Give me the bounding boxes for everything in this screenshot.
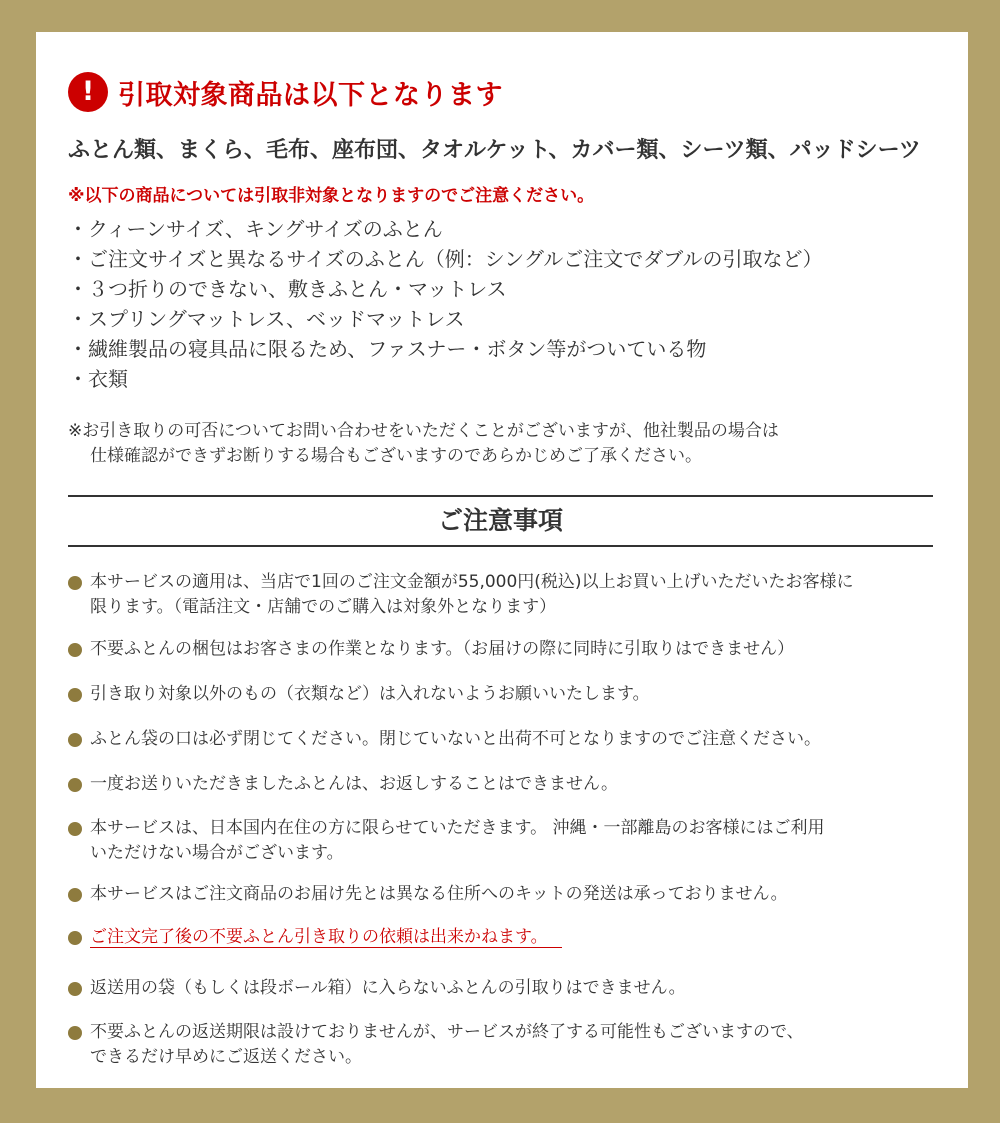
list-item <box>68 816 948 866</box>
list-item <box>68 682 948 707</box>
exclamation-icon: ! <box>68 72 108 112</box>
list-item: ・クィーンサイズ、キングサイズのふとん <box>68 217 443 241</box>
bullet-icon <box>68 733 82 747</box>
bullet-icon <box>68 822 82 836</box>
bullet-icon <box>68 982 82 996</box>
contact-note-line: 仕様確認ができずお断りする場合もございますのであらかじめご了承ください。 <box>90 446 702 466</box>
contact-note <box>68 419 779 469</box>
note-line: 一度お送りいただきましたふとんは、お返しすることはできません。 <box>90 774 619 794</box>
list-item: ・繊維製品の寝具品に限るため、ファスナー・ボタン等がついている物 <box>68 337 707 361</box>
note-line: いただけない場合がございます。 <box>90 843 344 863</box>
list-item <box>68 570 948 620</box>
note-line: 本サービスは、日本国内在住の方に限らせていただきます。 沖縄・一部離島のお客様にはご利用 <box>90 818 825 838</box>
list-item <box>68 1020 948 1070</box>
list-item: ・３つ折りのできない、敷きふとん・マットレス <box>68 277 507 301</box>
note-line-important: ご注文完了後の不要ふとん引き取りの依頼は出来かねます。 <box>90 927 562 948</box>
list-item: ・ご注文サイズと異なるサイズのふとん（例：シングルご注文でダブルの引取など） <box>68 247 823 271</box>
note-line: 返送用の袋（もしくは段ボール箱）に入らないふとんの引取りはできません。 <box>90 978 686 998</box>
bullet-icon <box>68 1026 82 1040</box>
note-line: 引き取り対象以外のもの（衣類など）は入れないようお願いいたします。 <box>90 684 650 704</box>
note-line: 不要ふとんの梱包はお客さまの作業となります。（お届けの際に同時に引取りはできません） <box>90 639 795 659</box>
note-line: 不要ふとんの返送期限は設けておりませんが、サービスが終了する可能性もございますので、 <box>90 1022 804 1042</box>
note-line: 本サービスはご注文商品のお届け先とは異なる住所へのキットの発送は承っておりません。 <box>90 884 788 904</box>
note-line: ふとん袋の口は必ず閉じてください。閉じていないと出荷不可となりますのでご注意ください。 <box>90 729 821 749</box>
list-item <box>68 637 948 662</box>
list-item <box>68 772 948 797</box>
list-item <box>68 882 948 907</box>
list-item-important <box>68 925 948 950</box>
note-line: できるだけ早めにご返送ください。 <box>90 1047 362 1067</box>
page-title: 引取対象商品は以下となります <box>118 79 503 111</box>
excluded-note: ※以下の商品については引取非対象となりますのでご注意ください。 <box>68 186 595 206</box>
note-line: 限ります。（電話注文・店舗でのご購入は対象外となります） <box>90 597 557 617</box>
bullet-icon <box>68 643 82 657</box>
target-items-line: ふとん類、まくら、毛布、座布団、タオルケット、カバー類、シーツ類、パッドシーツ <box>68 138 921 163</box>
content-panel <box>36 32 968 1088</box>
list-item <box>68 976 948 1001</box>
caution-heading: ご注意事項 <box>68 495 933 547</box>
note-line: 本サービスの適用は、当店で1回のご注文金額が55,000円(税込)以上お買い上げいただいたお客様に <box>90 572 854 592</box>
list-item: ・スプリングマットレス、ベッドマットレス <box>68 307 465 331</box>
bullet-icon <box>68 778 82 792</box>
list-item: ・衣類 <box>68 367 128 391</box>
list-item <box>68 727 948 752</box>
section-heading <box>68 72 503 112</box>
excluded-items-list <box>68 214 823 394</box>
bullet-icon <box>68 931 82 945</box>
bullet-icon <box>68 888 82 902</box>
bullet-icon <box>68 576 82 590</box>
contact-note-line: ※お引き取りの可否についてお問い合わせをいただくことがございますが、他社製品の場合は <box>68 421 779 441</box>
bullet-icon <box>68 688 82 702</box>
